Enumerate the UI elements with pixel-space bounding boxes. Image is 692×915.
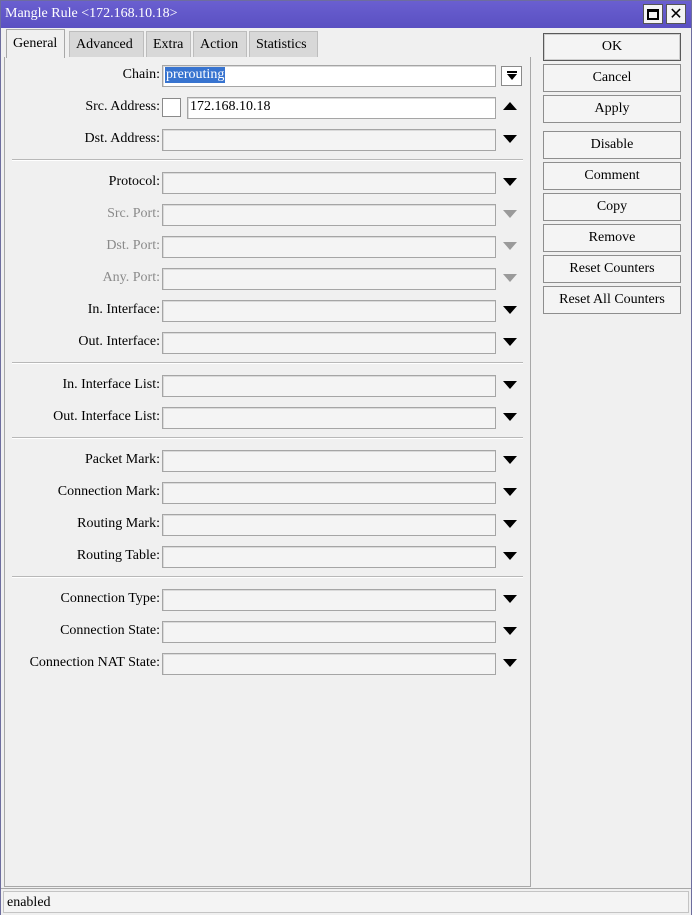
reset-counters-button[interactable]: Reset Counters [543, 255, 681, 283]
expand-down-icon [503, 210, 517, 218]
copy-button[interactable]: Copy [543, 193, 681, 221]
in-interface-list-row [5, 375, 532, 397]
src-port-input [162, 204, 496, 226]
out-interface-list-label: Out. Interface List: [53, 409, 160, 424]
src-address-value: 172.168.10.18 [190, 99, 271, 114]
close-button[interactable] [666, 4, 686, 24]
connection-state-input[interactable] [162, 621, 496, 643]
title-bar[interactable] [1, 1, 691, 28]
window-title: Mangle Rule <172.168.10.18> [5, 6, 178, 21]
any-port-input [162, 268, 496, 290]
connection-type-label: Connection Type: [60, 591, 160, 606]
protocol-row [5, 172, 532, 194]
divider [12, 159, 523, 161]
reset-all-counters-button[interactable]: Reset All Counters [543, 286, 681, 314]
routing-mark-label: Routing Mark: [77, 516, 160, 531]
remove-button[interactable]: Remove [543, 224, 681, 252]
expand-down-icon[interactable] [503, 595, 517, 603]
chain-input[interactable] [162, 65, 496, 87]
disable-button[interactable]: Disable [543, 131, 681, 159]
in-interface-row [5, 300, 532, 322]
divider [12, 437, 523, 439]
expand-down-icon[interactable] [503, 178, 517, 186]
chain-row [5, 65, 532, 87]
in-interface-list-input[interactable] [162, 375, 496, 397]
maximize-button[interactable] [643, 4, 663, 24]
out-interface-input[interactable] [162, 332, 496, 354]
expand-down-icon[interactable] [503, 520, 517, 528]
status-bar [1, 888, 691, 915]
connection-mark-label: Connection Mark: [57, 484, 160, 499]
expand-down-icon[interactable] [503, 306, 517, 314]
routing-table-row [5, 546, 532, 568]
connection-mark-row [5, 482, 532, 504]
dropdown-bar-icon [507, 71, 517, 73]
src-port-row [5, 204, 532, 226]
expand-down-icon[interactable] [503, 659, 517, 667]
expand-down-icon[interactable] [503, 488, 517, 496]
packet-mark-label: Packet Mark: [84, 452, 160, 467]
src-address-input[interactable] [187, 97, 496, 119]
collapse-up-icon[interactable] [503, 102, 517, 110]
expand-down-icon [503, 242, 517, 250]
dst-port-input [162, 236, 496, 258]
connection-type-input[interactable] [162, 589, 496, 611]
tab-extra[interactable]: Extra [146, 31, 191, 57]
connection-type-row [5, 589, 532, 611]
routing-mark-input[interactable] [162, 514, 496, 536]
comment-button[interactable]: Comment [543, 162, 681, 190]
src-address-label: Src. Address: [85, 99, 160, 114]
in-interface-input[interactable] [162, 300, 496, 322]
routing-table-label: Routing Table: [76, 548, 160, 563]
any-port-label: Any. Port: [102, 270, 160, 285]
chain-label: Chain: [122, 67, 160, 82]
dst-address-row [5, 129, 532, 151]
tab-advanced[interactable]: Advanced [69, 31, 144, 57]
expand-down-icon[interactable] [503, 338, 517, 346]
in-interface-list-label: In. Interface List: [62, 377, 160, 392]
cancel-button[interactable]: Cancel [543, 64, 681, 92]
protocol-input[interactable] [162, 172, 496, 194]
src-address-row [5, 97, 532, 119]
apply-button[interactable]: Apply [543, 95, 681, 123]
dst-port-label: Dst. Port: [106, 238, 160, 253]
close-icon: ✕ [669, 4, 683, 23]
any-port-row [5, 268, 532, 290]
connection-nat-state-row [5, 653, 532, 675]
tab-statistics[interactable]: Statistics [249, 31, 318, 57]
tab-action[interactable]: Action [193, 31, 247, 57]
general-tab-panel [4, 57, 531, 887]
divider [12, 362, 523, 364]
dst-address-label: Dst. Address: [84, 131, 160, 146]
connection-state-row [5, 621, 532, 643]
out-interface-label: Out. Interface: [78, 334, 160, 349]
expand-down-icon[interactable] [503, 552, 517, 560]
divider [12, 576, 523, 578]
out-interface-list-row [5, 407, 532, 429]
status-text: enabled [7, 895, 51, 910]
routing-table-input[interactable] [162, 546, 496, 568]
status-cell [3, 891, 689, 913]
connection-nat-state-label: Connection NAT State: [29, 655, 160, 670]
expand-down-icon[interactable] [503, 413, 517, 421]
out-interface-list-input[interactable] [162, 407, 496, 429]
expand-down-icon[interactable] [503, 627, 517, 635]
out-interface-row [5, 332, 532, 354]
routing-mark-row [5, 514, 532, 536]
expand-down-icon [503, 274, 517, 282]
expand-down-icon[interactable] [503, 135, 517, 143]
connection-nat-state-input[interactable] [162, 653, 496, 675]
packet-mark-input[interactable] [162, 450, 496, 472]
in-interface-label: In. Interface: [87, 302, 160, 317]
packet-mark-row [5, 450, 532, 472]
chain-value: prerouting [166, 67, 225, 82]
expand-down-icon[interactable] [503, 456, 517, 464]
maximize-icon [647, 9, 659, 20]
src-address-invert-checkbox[interactable] [162, 98, 181, 117]
dst-address-input[interactable] [162, 129, 496, 151]
tab-general[interactable]: General [6, 29, 65, 58]
chain-dropdown-button[interactable] [501, 66, 522, 86]
expand-down-icon[interactable] [503, 381, 517, 389]
connection-state-label: Connection State: [60, 623, 160, 638]
connection-mark-input[interactable] [162, 482, 496, 504]
dst-port-row [5, 236, 532, 258]
src-port-label: Src. Port: [107, 206, 160, 221]
protocol-label: Protocol: [108, 174, 160, 189]
ok-button[interactable]: OK [543, 33, 681, 61]
chevron-down-icon [507, 74, 517, 80]
